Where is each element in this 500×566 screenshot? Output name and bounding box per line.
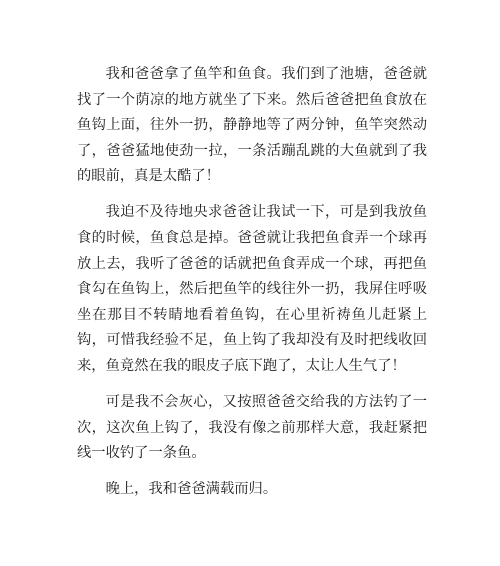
paragraph-2: 我迫不及待地央求爸爸让我试一下，可是到我放鱼食的时候，鱼食总是掉。爸爸就让我把鱼食弄一个球再放上去，我听了爸爸的话就把鱼食弄成一个球，再把鱼食勾在鱼钩上，然后把鱼竿的线往外一扔，我屏住呼吸坐在那目不转睛地看着鱼钩，在心里祈祷鱼儿赶紧上钩，可惜我经验不足，鱼上钩了我却没有及时把线收回来，鱼竟然在我的眼皮子底下跑了，太让人生气了！ <box>77 204 427 375</box>
paragraph-4: 晚上，我和爸爸满载而归。 <box>105 481 278 498</box>
paragraph-1: 我和爸爸拿了鱼竿和鱼食。我们到了池塘，爸爸就找了一个荫凉的地方就坐了下来。然后爸爸把鱼食放在鱼钩上面，往外一扔，静静地等了两分钟，鱼竿突然动了，爸爸猛地使劲一拉，一条活蹦乱跳的大鱼就到了我的眼前，真是太酷了！ <box>77 66 427 185</box>
paragraph-3: 可是我不会灰心，又按照爸爸交给我的方法钓了一次，这次鱼上钩了，我没有像之前那样大意，我赶紧把线一收钓了一条鱼。 <box>77 394 427 462</box>
document-page <box>77 62 427 503</box>
